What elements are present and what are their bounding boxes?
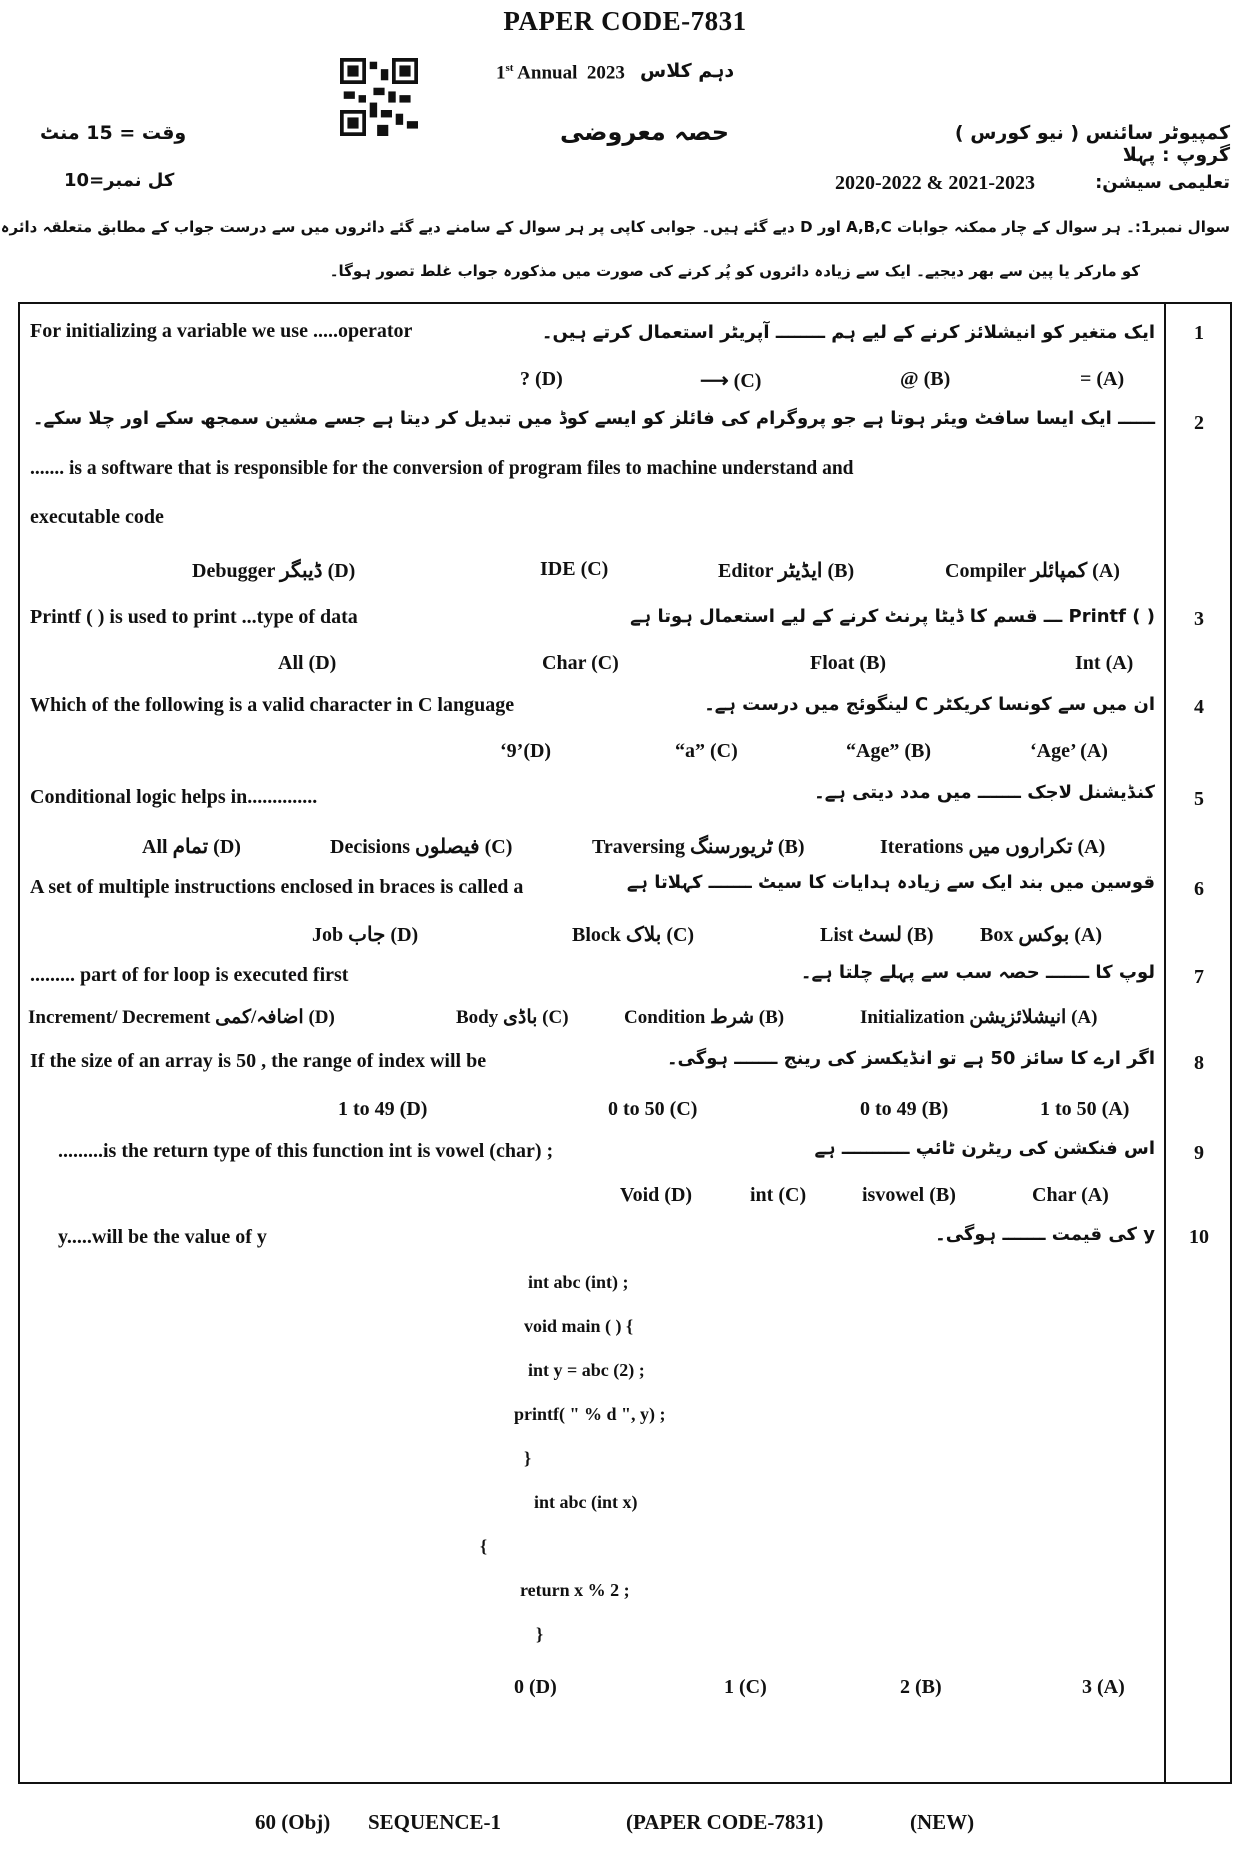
instruction-line-2: کو مارکر یا پین سے بھر دیجیے۔ ایک سے زیادہ دائروں کو پُر کرنے کی صورت میں مذکورہ جواب غلط تصور ہوگا۔ (329, 262, 1140, 280)
option-d: 0 (D) (514, 1676, 557, 1698)
option-c: int (C) (750, 1184, 807, 1206)
code-line: int abc (int x) (534, 1492, 638, 1512)
option-b: Float (B) (810, 652, 887, 674)
option-b: 0 to 49 (B) (860, 1098, 949, 1120)
option-d: ‘9’(D) (500, 740, 552, 762)
footer-new: (NEW) (910, 1810, 975, 1834)
question-number: 1 (1194, 322, 1204, 344)
question-number: 10 (1189, 1226, 1209, 1248)
option-c: ⟶ (C) (700, 370, 762, 392)
paper-code-title: PAPER CODE-7831 (503, 6, 747, 36)
questions-table (18, 302, 1232, 1784)
question-number: 7 (1194, 966, 1204, 988)
option-a: Char (A) (1032, 1184, 1109, 1206)
option-b: Editor ایڈیٹر (B) (718, 560, 855, 582)
option-d: Job جاب (D) (312, 924, 419, 946)
option-d: ? (D) (520, 368, 563, 390)
session-label: تعلیمی سیشن: (1095, 172, 1230, 193)
question-text-en: If the size of an array is 50 , the range of index will be (30, 1050, 487, 1072)
question-number: 8 (1194, 1052, 1204, 1074)
question-text-ur: ان میں سے کونسا کریکٹر C لینگوئج میں درست ہے۔ (704, 694, 1155, 715)
option-a: Initialization انیشلائزیشن (A) (860, 1007, 1098, 1028)
option-d: All (D) (278, 652, 337, 674)
question-number: 5 (1194, 788, 1204, 810)
question-number: 2 (1194, 412, 1204, 434)
code-line: } (524, 1448, 532, 1468)
option-c: Body باڈی (C) (456, 1007, 569, 1028)
question-text-ur: اگر ارے کا سائز 50 ہے تو انڈیکسز کی رینج ـــــــ ہوگی۔ (666, 1048, 1155, 1069)
question-text-en: .........is the return type of this function int is vowel (char) ; (58, 1140, 554, 1162)
option-a: ‘Age’ (A) (1030, 740, 1108, 762)
question-text-ur: ــــــ ایک ایسا سافٹ ویئر ہوتا ہے جو پروگرام کی فائلز کو ایسے کوڈ میں تبدیل کر دیتا ہے جسے مشین سمجھ سکے اور چلا سکے۔ (32, 408, 1155, 429)
code-line: } (536, 1624, 544, 1644)
question-text-ur: قوسین میں بند ایک سے زیادہ ہدایات کا سیٹ ـــــــ کہلاتا ہے (626, 872, 1155, 893)
question-text-en: A set of multiple instructions enclosed in braces is called a (30, 876, 524, 898)
question-text-en: ....... is a software that is responsible for the conversion of program files to machine understand and (30, 458, 854, 479)
question-text-en: For initializing a variable we use .....operator (30, 320, 413, 342)
option-c: “a” (C) (675, 740, 738, 762)
code-line: int y = abc (2) ; (528, 1360, 645, 1380)
option-a: Box بوکس (A) (980, 924, 1103, 946)
option-b: Condition شرط (B) (624, 1007, 785, 1028)
option-d: Void (D) (620, 1184, 693, 1206)
question-text-ur: ایک متغیر کو انیشلائز کرنے کے لیے ہم ــــــــ آپریٹر استعمال کرتے ہیں۔ (541, 322, 1155, 343)
option-b: 2 (B) (900, 1676, 942, 1698)
question-text-ur: ( ) Printf ـــ قسم کا ڈیٹا پرنٹ کرنے کے لیے استعمال ہوتا ہے (630, 606, 1155, 627)
question-number: 9 (1194, 1142, 1204, 1164)
code-line: void main ( ) { (524, 1316, 634, 1336)
question-text-ur: کنڈیشنل لاجک ـــــــ میں مدد دیتی ہے۔ (814, 782, 1155, 803)
total-marks-label: کل نمبر=10 (64, 170, 175, 191)
code-line: return x % 2 ; (520, 1580, 630, 1600)
footer-obj: 60 (Obj) (255, 1810, 331, 1834)
option-b: @ (B) (900, 368, 951, 390)
class-label: دہم کلاس (640, 60, 735, 82)
option-d: All تمام (D) (142, 836, 241, 858)
question-text-ur: y کی قیمت ـــــــ ہوگی۔ (935, 1224, 1155, 1245)
question-text-ur: لوپ کا ـــــــ حصہ سب سے پہلے چلتا ہے۔ (800, 962, 1155, 983)
option-a: 3 (A) (1082, 1676, 1125, 1698)
question-text-en: Conditional logic helps in.............. (30, 786, 318, 808)
option-a: = (A) (1080, 368, 1125, 390)
code-line: printf( " % d ", y) ; (514, 1404, 666, 1424)
question-text-en: y.....will be the value of y (58, 1226, 267, 1248)
question-number: 3 (1194, 608, 1204, 630)
option-b: Traversing ٹریورسنگ (B) (592, 836, 805, 858)
question-text-en-cont: executable code (30, 506, 164, 528)
footer-paper-code: (PAPER CODE-7831) (626, 1810, 824, 1834)
question-text-ur: اس فنکشن کی ریٹرن ٹائپ ـــــــــــ ہے (814, 1138, 1155, 1159)
option-c: IDE (C) (540, 558, 609, 580)
option-a: 1 to 50 (A) (1040, 1098, 1130, 1120)
option-b: List لسٹ (B) (820, 924, 934, 946)
option-c: Char (C) (542, 652, 619, 674)
question-text-en: Which of the following is a valid character in C language (30, 694, 515, 716)
option-a: Int (A) (1075, 652, 1134, 674)
number-column-divider (1164, 304, 1166, 1782)
question-text-en: ......... part of for loop is executed first (30, 964, 349, 986)
subject-label: کمپیوٹر سائنس ( نیو کورس ) گروپ : پہلا (954, 122, 1230, 166)
option-b: “Age” (B) (846, 740, 931, 762)
footer-sequence: SEQUENCE-1 (368, 1810, 502, 1834)
option-c: Decisions فیصلوں (C) (330, 836, 513, 858)
annual-label: 1st Annual 2023 (496, 62, 625, 84)
time-label: وقت = 15 منٹ (40, 122, 187, 144)
option-d: Increment/ Decrement اضافہ/کمی (D) (28, 1007, 335, 1028)
option-c: 1 (C) (724, 1676, 767, 1698)
question-number: 6 (1194, 878, 1204, 900)
question-number: 4 (1194, 696, 1204, 718)
instruction-line-1: سوال نمبر1:۔ ہر سوال کے چار ممکنہ جوابات A,B,C اور D دیے گئے ہیں۔ جوابی کاپی پر ہر سوال کے سامنے دیے گئے دائروں میں سے درست جواب کے مطابق متعلقہ دائرہ (0, 218, 1230, 236)
qr-code-icon (340, 58, 418, 136)
option-d: Debugger ڈیبگر (D) (192, 560, 356, 582)
section-label: حصہ معروضی (560, 118, 730, 146)
code-line: int abc (int) ; (528, 1272, 629, 1292)
option-c: 0 to 50 (C) (608, 1098, 698, 1120)
session-years: 2020-2022 & 2021-2023 (835, 172, 1035, 194)
option-a: Iterations تکراروں میں (A) (880, 836, 1106, 858)
question-text-en: Printf ( ) is used to print ...type of data (30, 606, 358, 628)
code-line: { (480, 1536, 488, 1556)
option-d: 1 to 49 (D) (338, 1098, 428, 1120)
option-c: Block بلاک (C) (572, 924, 695, 946)
option-b: isvowel (B) (862, 1184, 956, 1206)
option-a: Compiler کمپائلر (A) (945, 560, 1120, 582)
